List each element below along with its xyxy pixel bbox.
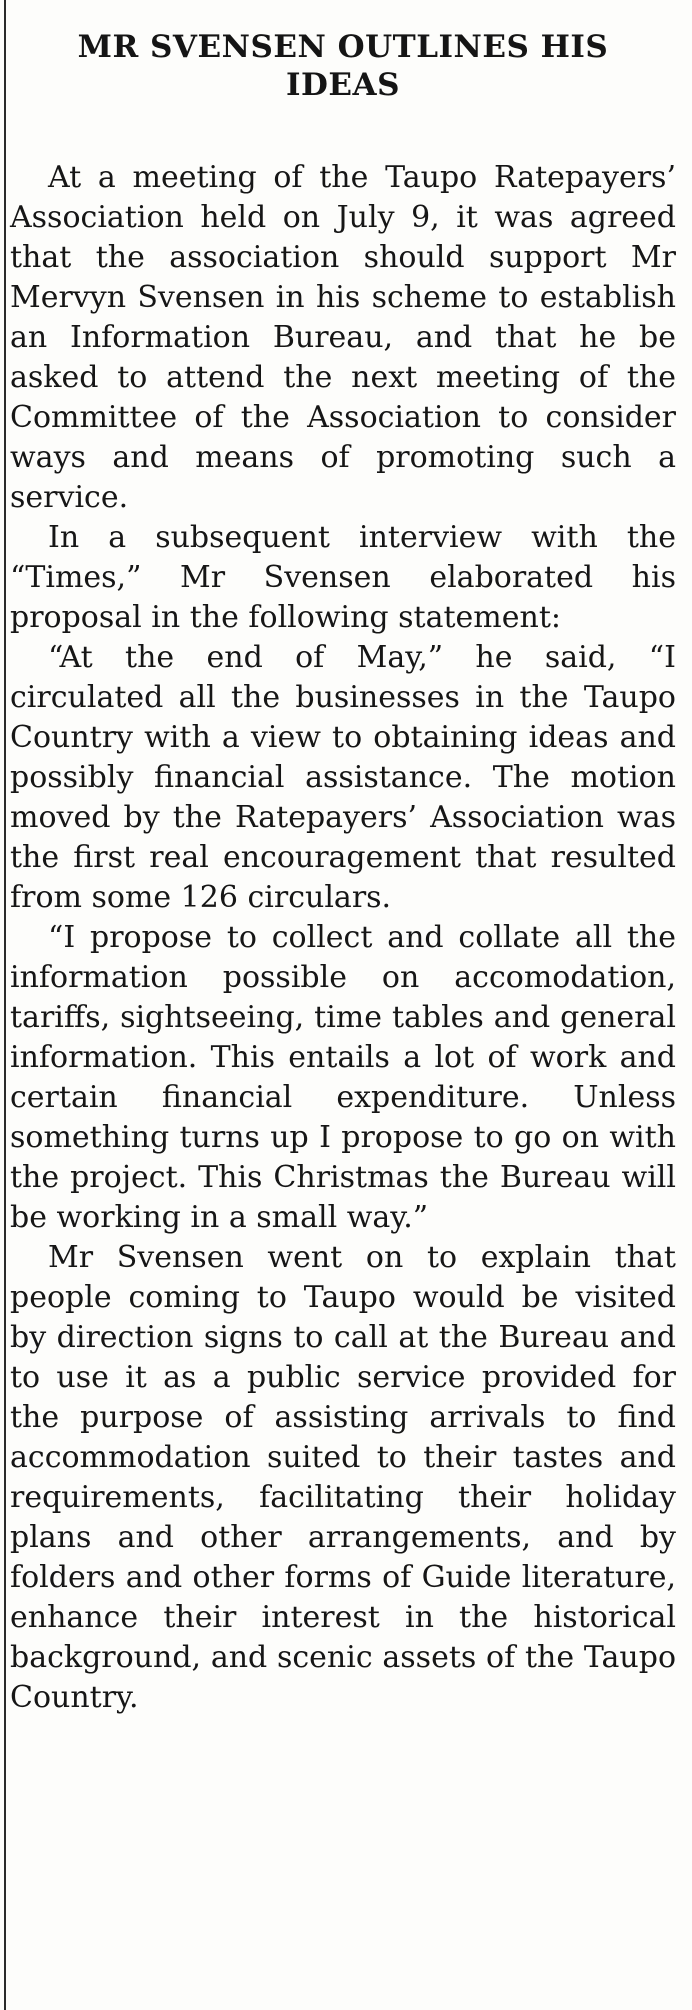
column-rule — [4, 0, 6, 2010]
article-paragraph-1: At a meeting of the Taupo Ratepayers’ Association held on July 9, it was agreed that the association should support Mr Mervyn Svensen in his scheme to establish an Information Bureau, and that he be asked to attend the next meeting of the Committee of the Association to consider ways and means of promoting such a service. — [10, 160, 676, 515]
article-column — [10, 22, 676, 1718]
article-paragraph-4: “I propose to collect and collate all the information possible on accomodation, tariffs, sightseeing, time tables and general information. This entails a lot of work and certain financial expenditure. Unless something turns up I propose to go on with the project. This Christmas the Bureau will be working in a small way.” — [10, 920, 676, 1235]
article-paragraph-2: In a subsequent interview with the “Times,” Mr Svensen elaborated his proposal in the following statement: — [10, 520, 676, 635]
article-paragraph-5: Mr Svensen went on to explain that people coming to Taupo would be visited by direction signs to call at the Bureau and to use it as a public service provided for the purpose of assisting arrivals to find accommodation suited to their tastes and requirements, facilitating their holiday plans and other arrangements, and by folders and other forms of Guide literature, enhance their interest in the historical background, and scenic assets of the Taupo Country. — [10, 1240, 676, 1715]
article-body — [10, 158, 676, 1718]
article-headline: MR SVENSEN OUTLINES HIS IDEAS — [77, 29, 609, 103]
article-paragraph-3: “At the end of May,” he said, “I circulated all the businesses in the Taupo Country with a view to obtaining ideas and possibly financial assistance. The motion moved by the Ratepayers’ Association was the first real encouragement that resulted from some 126 circulars. — [10, 640, 676, 915]
